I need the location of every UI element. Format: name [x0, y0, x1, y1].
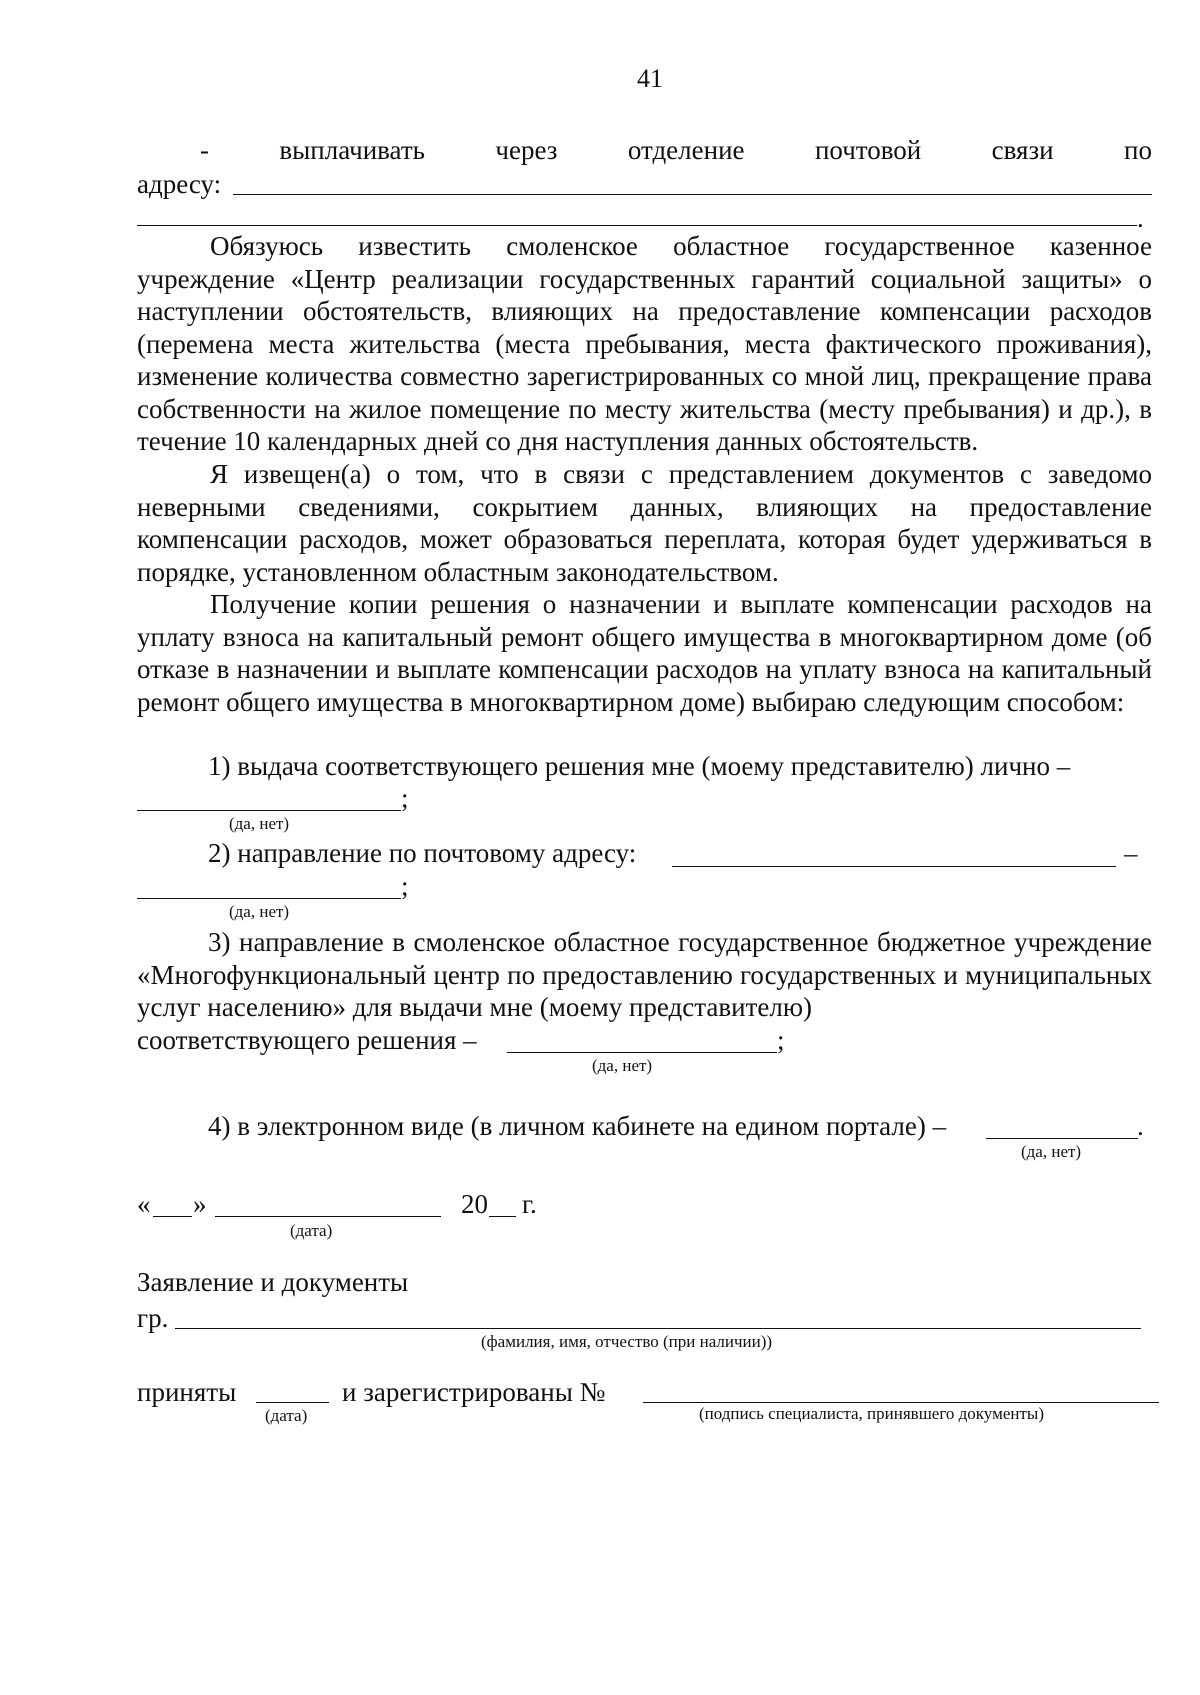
date-day-line[interactable] — [153, 1216, 192, 1217]
option-2-caption: (да, нет) — [229, 902, 290, 921]
accepted-date-caption: (дата) — [265, 1406, 308, 1425]
postal-word: отделение — [627, 135, 745, 165]
option-2-dash: – — [1124, 838, 1138, 868]
signature-caption: (подпись специалиста, принявшего документы) — [699, 1404, 1044, 1423]
address-fill-line-2[interactable] — [137, 225, 1137, 226]
accepted-date-line[interactable] — [256, 1402, 329, 1403]
address-label: адресу: — [137, 169, 222, 199]
option-1-text: 1) выдача соответствующего решения мне (моему представителю) лично – — [208, 751, 1071, 781]
postal-dash: - — [200, 135, 209, 165]
option-2-semicolon: ; — [401, 871, 409, 901]
option-2-answer-line[interactable] — [137, 898, 401, 899]
option-2-text: 2) направление по почтовому адресу: — [208, 838, 637, 868]
address-end-dot: . — [1137, 203, 1144, 233]
date-year-prefix: 20 — [461, 1189, 488, 1219]
option-3-answer-line[interactable] — [507, 1052, 777, 1053]
option-3-tail: соответствующего решения – — [137, 1025, 477, 1055]
option-4-caption: (да, нет) — [1021, 1142, 1082, 1161]
option-3-text: 3) направление в смоленское областное государственное бюджетное учреждение «Многофункциональный центр по предоставлению государственных и муниципальных услуг населению» для выдачи мне (моему представителю) — [137, 927, 1152, 1022]
option-3-caption: (да, нет) — [592, 1056, 653, 1075]
option-4-answer-line[interactable] — [986, 1138, 1138, 1139]
option-1-caption: (да, нет) — [229, 814, 290, 833]
accepted-label: приняты — [137, 1377, 237, 1407]
option-4-dot: . — [1137, 1111, 1144, 1141]
fio-caption: (фамилия, имя, отчество (при наличии)) — [481, 1332, 773, 1351]
postal-word: выплачивать — [279, 135, 425, 165]
date-open-quote: « — [137, 1189, 151, 1219]
notify-obligation-paragraph: Обязуюсь известить смоленское областное государственное казенное учреждение «Центр реализации государственных гарантий социальной защиты» о наступлении обстоятельств, влияющих на предоставление компенсации расходов (перемена места жительства (места пребывания, места фактического проживания), изменение количества совместно зарегистрированных со мной лиц, прекращение права собственности на жилое помещение по месту жительства (месту пребывания) и др.), в течение 10 календарных дней со дня наступления данных обстоятельств. — [137, 231, 1152, 456]
overpayment-warning-paragraph: Я извещен(а) о том, что в связи с представлением документов с заведомо неверными сведениями, сокрытием данных, влияющих на предоставление компенсации расходов, может образоваться переплата, которая будет удерживаться в порядке, установленном областным законодательством. — [137, 459, 1152, 587]
reception-heading: Заявление и документы — [137, 1267, 409, 1297]
option-3-semicolon: ; — [777, 1025, 785, 1055]
postal-word: по — [1124, 135, 1152, 165]
citizen-prefix: гр. — [137, 1303, 169, 1333]
postal-word: связи — [991, 135, 1054, 165]
postal-word: через — [495, 135, 558, 165]
date-year-line[interactable] — [489, 1216, 516, 1217]
date-close-quote: » — [193, 1189, 207, 1219]
registered-label: и зарегистрированы № — [342, 1377, 606, 1407]
option-4-text: 4) в электронном виде (в личном кабинете на едином портале) – — [208, 1111, 947, 1141]
signature-line[interactable] — [643, 1402, 1159, 1403]
page-number: 41 — [637, 64, 663, 93]
date-caption: (дата) — [290, 1221, 333, 1240]
date-year-suffix: г. — [522, 1189, 537, 1219]
option-1-semicolon: ; — [401, 783, 409, 813]
postal-payment-line — [200, 134, 1152, 166]
option-1-answer-line[interactable] — [137, 810, 401, 811]
citizen-name-line[interactable] — [175, 1328, 1141, 1329]
postal-word: почтовой — [814, 135, 922, 165]
decision-delivery-paragraph: Получение копии решения о назначении и выплате компенсации расходов на уплату взноса на капитальный ремонт общего имущества в многоквартирном доме (об отказе в назначении и выплате компенсации расходов на уплату взноса на капитальный ремонт общего имущества в многоквартирном доме) выбираю следующим способом: — [137, 589, 1152, 717]
date-month-line[interactable] — [215, 1216, 441, 1217]
option-2-address-line[interactable] — [672, 866, 1116, 867]
address-fill-line[interactable] — [233, 194, 1152, 195]
